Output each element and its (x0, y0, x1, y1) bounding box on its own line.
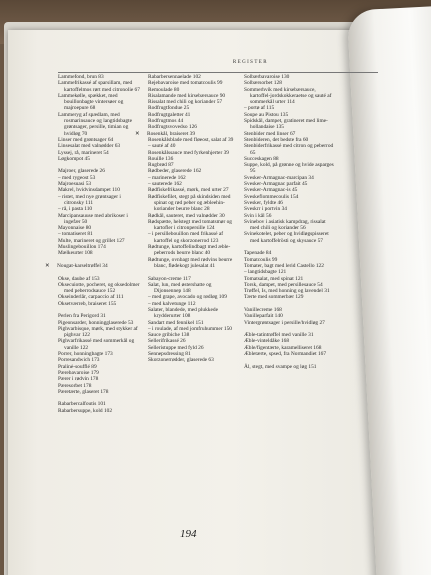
index-entry: Rødfiskefilet, stegt på skindsiden med spinat og rød peber og æbleehin-koriander beurre blanc 28 (148, 193, 231, 213)
index-entry: Stenbider med linser 67 (244, 130, 296, 137)
index-entry: Porresandwich 173 (58, 357, 100, 364)
index-entry: – tomatiseret 81 (58, 231, 93, 238)
index-entry: Selleristuppe med fyld 26 (148, 344, 204, 351)
index-entry: Linsesalat med valnødder 63 (58, 143, 121, 150)
index-entry: Risalamande med kirsebærsauce 90 (148, 92, 226, 99)
index-entry: Tapenade 84 (244, 250, 272, 257)
index-column-2 (135, 74, 236, 364)
index-entry: Majroer, glaserede 26 (58, 168, 105, 175)
index-entry: Ål, stegt, med svampe og løg 151 (244, 363, 317, 370)
index-entry: – portø af 115 (244, 105, 275, 112)
index-entry: Sauce gribiche 138 (148, 332, 190, 339)
index-entry: Okseinderlår, carpaccio af 111 (58, 294, 124, 301)
index-entry: Oksecuiotte, pocheret, og oksedolmer med peberrodsauce 152 (58, 281, 140, 295)
index-entry: – marinerede 162 (148, 174, 186, 181)
index-entry: – sauterede 162 (148, 181, 182, 188)
index-entry: Tomatcoulis 99 (244, 256, 278, 263)
index-entry: Sveskeflommecoulis 154 (244, 193, 299, 200)
index-entry: Svinebov i asiatisk kampdrag, rissalat med chili og koriander 56 (244, 218, 326, 232)
index-entry: Pæretærte, glaseret 178 (58, 388, 109, 395)
index-entry: Rodfrugtgaletter 41 (148, 111, 191, 118)
index-entry: Sennepsdressing 81 (148, 351, 191, 358)
index-entry: Pighvarbisque, mørk, med stykker af pighvar 122 (58, 325, 138, 339)
running-header (58, 60, 378, 73)
index-entry: Lammefrikassé af sparsillam, med kartoffelmos rørt med citronolie 67 (58, 80, 140, 93)
index-entry: Rabarbercalfoutis 101 (58, 401, 106, 408)
index-entry: Lammekølle, spækket, med bouillonbagte vintersøer og majroepure 68 (58, 92, 124, 112)
index-entry: Tomatsalat, med spinat 121 (244, 275, 304, 282)
index-entry: Svin i kål 56 (244, 212, 272, 219)
index-entry: Salat, lun, med østershatte og Dijonsennep 148 (148, 281, 212, 295)
index-entry: Rodfrugtfondue 25 (148, 105, 190, 112)
index-entry: Lammefond, brun 83 (58, 74, 104, 80)
index-entry: – langtidsbagte 121 (244, 269, 287, 276)
index-entry: Pralinė-soufflé 89 (58, 363, 97, 370)
index-entry: – i persillebouillon med frikassé af kartoffel og skorzonerrod 123 (148, 231, 224, 244)
index-column-3 (244, 74, 336, 370)
index-entry: Rabarbersuppe, kold 102 (58, 407, 113, 414)
index-entry: Pærebavaroise 179 (58, 369, 99, 376)
index-entry: Rissalat med chili og koriander 57 (148, 99, 223, 106)
page-number: 194 (180, 528, 197, 540)
index-entry: Solbærbavaroise 130 (244, 74, 290, 80)
index-entry: – rå, i pasta 110 (58, 206, 93, 213)
index-entry: Æble/figentærte, karamelliseret 168 (244, 344, 322, 351)
index-entry: Trøffel, Is, med honning og lavendel 31 (244, 288, 330, 295)
index-entry: Linser med grøntsager 64 (58, 136, 114, 143)
index-entry: Porrer, honningbagte 173 (58, 351, 113, 358)
index-entry: Stenbideren, det bedste fra 60 (244, 136, 309, 143)
index-entry: Succeskagen 88 (244, 155, 279, 162)
index-entry: Pæresorbet 178 (58, 382, 92, 389)
index-entry: Sandart med fennikel 151 (148, 319, 204, 326)
index-entry: Sellerifrikassé 26 (148, 338, 186, 345)
index-entry: Vintergrøntsager i persille/hvidløg 27 (244, 319, 325, 326)
index-entry: Svesker-Armagnac parfait 45 (244, 181, 308, 188)
index-entry: Rødbeder, glaserede 162 (148, 168, 202, 175)
index-entry: Pigeonsarder, honningglaserede 53 (58, 319, 134, 326)
index-entry: Skorzonerrødder, glaserede 63 (148, 357, 214, 364)
index-entry: Tomater, bagt med lerid Castello 122 (244, 262, 324, 269)
index-entry: – sauté af 40 (148, 143, 176, 150)
index-entry: Svesker, fyldte 46 (244, 199, 283, 206)
index-entry: Rødtunge, kartoffelindbagt med æble-peberrods beurre blanc 40 (148, 244, 231, 257)
index-entry: Remoulade 80 (148, 86, 180, 93)
index-entry: Oksetværreb, braiseret 155 (58, 300, 117, 307)
index-entry: Mayonnaise 80 (58, 225, 92, 232)
index-entry: Løgkompot 45 (58, 155, 90, 162)
index-entry: ✕ Rosenkål, braiseret 39 (135, 130, 196, 137)
index-entry: ✕ Nougat-karseltrøffel 34 (45, 262, 108, 269)
index-entry: Perlen fra Perigord 31 (58, 313, 106, 320)
index-entry: Stenbiderfrikassé med citron og peberrod 65 (244, 143, 334, 156)
index-entry: Lammeryg af spædlam, med rosmarinsauce og langtidsbagte grøntsager, persille, timian og hvidløg 70 (58, 111, 132, 137)
index-entry: Suppe, kold, på grønne og hvide asparges 95 (244, 162, 334, 175)
index-entry: Vanilleparfait 140 (244, 313, 283, 320)
index-entry: Svesker-Armagnac-is 45 (244, 187, 298, 194)
index-entry: Solbærsorbet 128 (244, 80, 282, 87)
index-entry: Svinekotelet, peber og hvidløgspisseret med kartoffelrösti og skysauce 57 (244, 231, 329, 244)
index-entry: Tærte med sommerbær 129 (244, 294, 304, 301)
index-entry: Æbletærte, spsed, fra Normandiet 167 (244, 351, 327, 358)
index-entry: – med grape, avocado og rødløg 109 (148, 294, 227, 301)
index-entry: Torsk, dampet, med persillesauce 54 (244, 281, 323, 288)
index-entry: Multe, marineret og grillet 127 (58, 237, 125, 244)
header-label: REGISTER (232, 60, 268, 65)
index-entry: Sveskrr i portvin 34 (244, 206, 287, 213)
index-entry: Rødfiskefrikassé, mørk, med urter 27 (148, 187, 229, 194)
index-entry: Rabarbersennaelade 102 (148, 74, 201, 80)
index-entry: Spidskål, dampet, gratineret med lime-hollandaise 135 (244, 118, 328, 131)
index-entry: Salater, blandede, med plukkede krydderurter 108 (148, 306, 218, 320)
index-entry: Makrel, hvidvinsdampet 110 (58, 187, 120, 194)
index-entry: – med kalvetunge 112 (148, 300, 196, 307)
index-entry: Pighvarfrikassé med sommerkål og vanille 122 (58, 338, 135, 351)
index-entry: Rouille 136 (148, 155, 174, 162)
index-entry: Muslingebouillon 174 (58, 244, 106, 251)
index-entry: Majroesuasi 53 (58, 181, 92, 188)
index-column-1 (45, 74, 142, 414)
pencil-mark-icon: ✕ (45, 262, 50, 269)
index-entry: Okse, daube af 153 (58, 275, 100, 282)
index-entry: Rosenkålssauce med fyrkenhjerter 39 (148, 149, 229, 156)
index-entry: Æble-vinteldåke 168 (244, 338, 290, 345)
index-entry: – i roulade, af med jomfruhummer 150 (148, 325, 232, 332)
index-entry: Pærer i rødvin 178 (58, 376, 99, 383)
index-entry: Marcipansauuse med abrikoser i ingefær 50 (58, 212, 128, 225)
index-entry: – ristet, med nye grøntsager i citronsky 111 (58, 193, 121, 206)
index-entry: Rugbrød 87 (148, 162, 174, 169)
index-entry: Rødtunge, ovnbagt med rødvins beurre blanc, flødekogt julesalat 41 (148, 256, 233, 269)
pencil-mark-icon: ✕ (135, 130, 140, 137)
index-entry: Svesker-Armagnac-marcipan 34 (244, 174, 314, 181)
index-entry: Rødspætte, helstegt med tomatsmør og kartofler i citronpersille 124 (148, 218, 232, 232)
index-entry: – med rygeost 53 (58, 174, 96, 181)
index-entry: Sommerhvik med kirsebærsauce, kartoffel-jordskokkeraetse og sauté af sommerkål urter 114 (244, 86, 332, 106)
index-entry: Rejebavaroise med tomatcoulis 99 (148, 80, 223, 87)
index-entry: Vanillecreme 168 (244, 306, 282, 313)
index-entry: Rodfrugtsvovedso 126 (148, 124, 197, 131)
index-entry: Lyssej, rå, marineret 54 (58, 149, 109, 156)
index-entry: Sabayon-creme 117 (148, 275, 191, 282)
index-entry: Rosenkålsblade med fløeost, salat af 39 (148, 136, 234, 143)
index-entry: Mælkeurter 108 (58, 250, 93, 257)
index-entry: Rodfrugtmos 44 (148, 118, 184, 125)
index-entry: Æble-tatintrøffel med vanille 31 (244, 332, 314, 339)
index-entry: Soupe au Pistou 135 (244, 111, 289, 118)
index-entry: Rødkål, sauteret, med valnødder 30 (148, 212, 225, 219)
